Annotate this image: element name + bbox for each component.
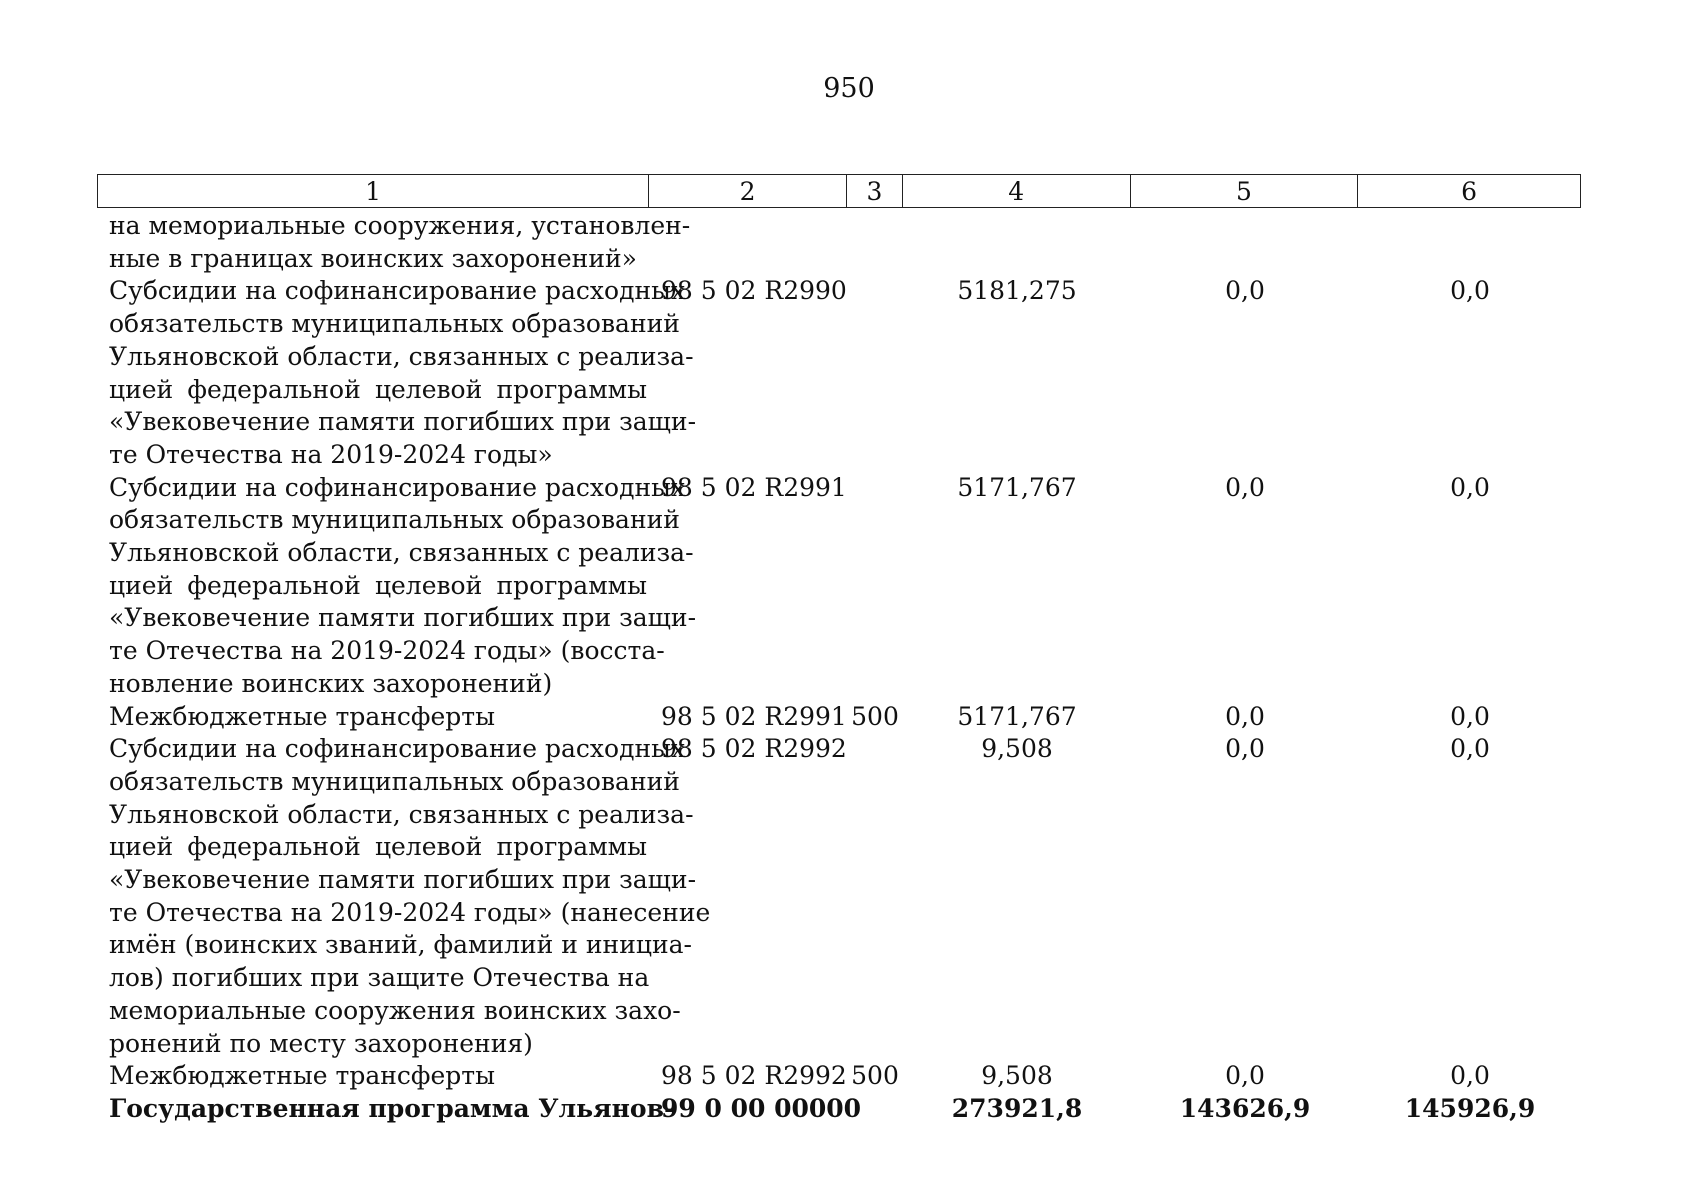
table-row — [97, 472, 1581, 701]
row-value-col6: 0,0 — [1450, 701, 1490, 731]
row-name — [97, 1060, 649, 1093]
row-name — [97, 701, 649, 734]
row-value-col6: 0,0 — [1450, 734, 1490, 764]
row-value-col6: 0,0 — [1450, 1061, 1490, 1091]
row-name-line: мемориальные сооружения воинских захо- — [109, 995, 681, 1025]
table-row — [97, 701, 1581, 734]
row-name-line: «Увековечение памяти погибших при защи- — [109, 603, 697, 633]
table-row — [97, 275, 1581, 471]
row-name-line: лов) погибших при защите Отечества на — [109, 963, 650, 993]
row-name-line: Межбюджетные трансферты — [109, 701, 496, 731]
row-name-line: цией федеральной целевой программы — [109, 832, 647, 862]
row-name — [97, 472, 697, 701]
table-body — [97, 210, 1581, 1126]
row-name-line: Субсидии на софинансирование расходных — [109, 472, 686, 502]
row-name-line: обязательств муниципальных образований — [109, 766, 680, 796]
row-name-line: Ульяновской области, связанных с реализа- — [109, 538, 694, 568]
row-value-col4: 5181,275 — [957, 276, 1077, 306]
table-row — [97, 733, 1581, 1060]
row-name — [97, 210, 691, 275]
row-name-line: Межбюджетные трансферты — [109, 1061, 496, 1091]
table-header — [97, 174, 1581, 208]
row-name-line: новление воинских захоронений) — [109, 668, 553, 698]
header-col-5: 5 — [1131, 175, 1359, 207]
row-name-line: «Увековечение памяти погибших при защи- — [109, 865, 697, 895]
row-name — [97, 275, 697, 471]
header-col-6: 6 — [1461, 176, 1478, 206]
row-name-line: цией федеральной целевой программы — [109, 570, 647, 600]
row-name-line: на мемориальные сооружения, установлен- — [109, 211, 691, 240]
row-type: 500 — [851, 1061, 899, 1091]
header-col-2: 2 — [649, 175, 847, 207]
row-name-line: Ульяновской области, связанных с реализа- — [109, 341, 694, 371]
row-code: 98 5 02 R2992 — [661, 734, 847, 764]
row-code: 98 5 02 R2992 — [661, 1061, 847, 1091]
row-value-col4: 9,508 — [981, 734, 1053, 764]
row-name-line: ронений по месту захоронения) — [109, 1028, 533, 1058]
table-row — [97, 1060, 1581, 1093]
row-value-col4: 5171,767 — [957, 701, 1077, 731]
row-value-col5: 143626,9 — [1179, 1093, 1311, 1123]
row-name-line: Субсидии на софинансирование расходных — [109, 734, 686, 764]
row-value-col5: 0,0 — [1225, 1061, 1265, 1091]
row-name-line: цией федеральной целевой программы — [109, 374, 647, 404]
row-name-line: Ульяновской области, связанных с реализа- — [109, 799, 694, 829]
row-value-col4: 273921,8 — [951, 1093, 1083, 1123]
row-name-line: ные в границах воинских захоронений» — [109, 243, 637, 273]
row-name-line: те Отечества на 2019-2024 годы» — [109, 439, 553, 469]
row-code: 98 5 02 R2991 — [661, 472, 847, 502]
header-col-3: 3 — [847, 175, 903, 207]
row-type: 500 — [851, 701, 899, 731]
row-value-col5: 0,0 — [1225, 734, 1265, 764]
row-value-col5: 0,0 — [1225, 276, 1265, 306]
row-code: 98 5 02 R2991 — [661, 701, 847, 731]
header-col-1: 1 — [98, 175, 649, 207]
row-value-col6: 145926,9 — [1404, 1093, 1536, 1123]
row-value-col5: 0,0 — [1225, 472, 1265, 502]
row-value-col6: 0,0 — [1450, 276, 1490, 306]
row-name-line: имён (воинских званий, фамилий и инициа- — [109, 930, 692, 960]
row-value-col6: 0,0 — [1450, 472, 1490, 502]
row-name — [97, 733, 711, 1060]
row-name-line: Государственная программа Ульянов- — [109, 1093, 675, 1123]
page-number: 950 — [823, 73, 875, 104]
row-value-col4: 5171,767 — [957, 472, 1077, 502]
row-name-line: те Отечества на 2019-2024 годы» (восста- — [109, 636, 665, 666]
row-name — [97, 1093, 675, 1126]
row-code: 98 5 02 R2990 — [661, 276, 847, 306]
row-name-line: «Увековечение памяти погибших при защи- — [109, 407, 697, 437]
row-name-line: обязательств муниципальных образований — [109, 505, 680, 535]
row-name-line: обязательств муниципальных образований — [109, 309, 680, 339]
row-value-col4: 9,508 — [981, 1061, 1053, 1091]
header-col-4: 4 — [903, 175, 1131, 207]
table-row — [97, 210, 1581, 275]
table-row — [97, 1093, 1581, 1126]
row-name-line: те Отечества на 2019-2024 годы» (нанесение — [109, 897, 711, 927]
row-value-col5: 0,0 — [1225, 701, 1265, 731]
row-code: 99 0 00 00000 — [661, 1093, 862, 1123]
row-name-line: Субсидии на софинансирование расходных — [109, 276, 686, 306]
